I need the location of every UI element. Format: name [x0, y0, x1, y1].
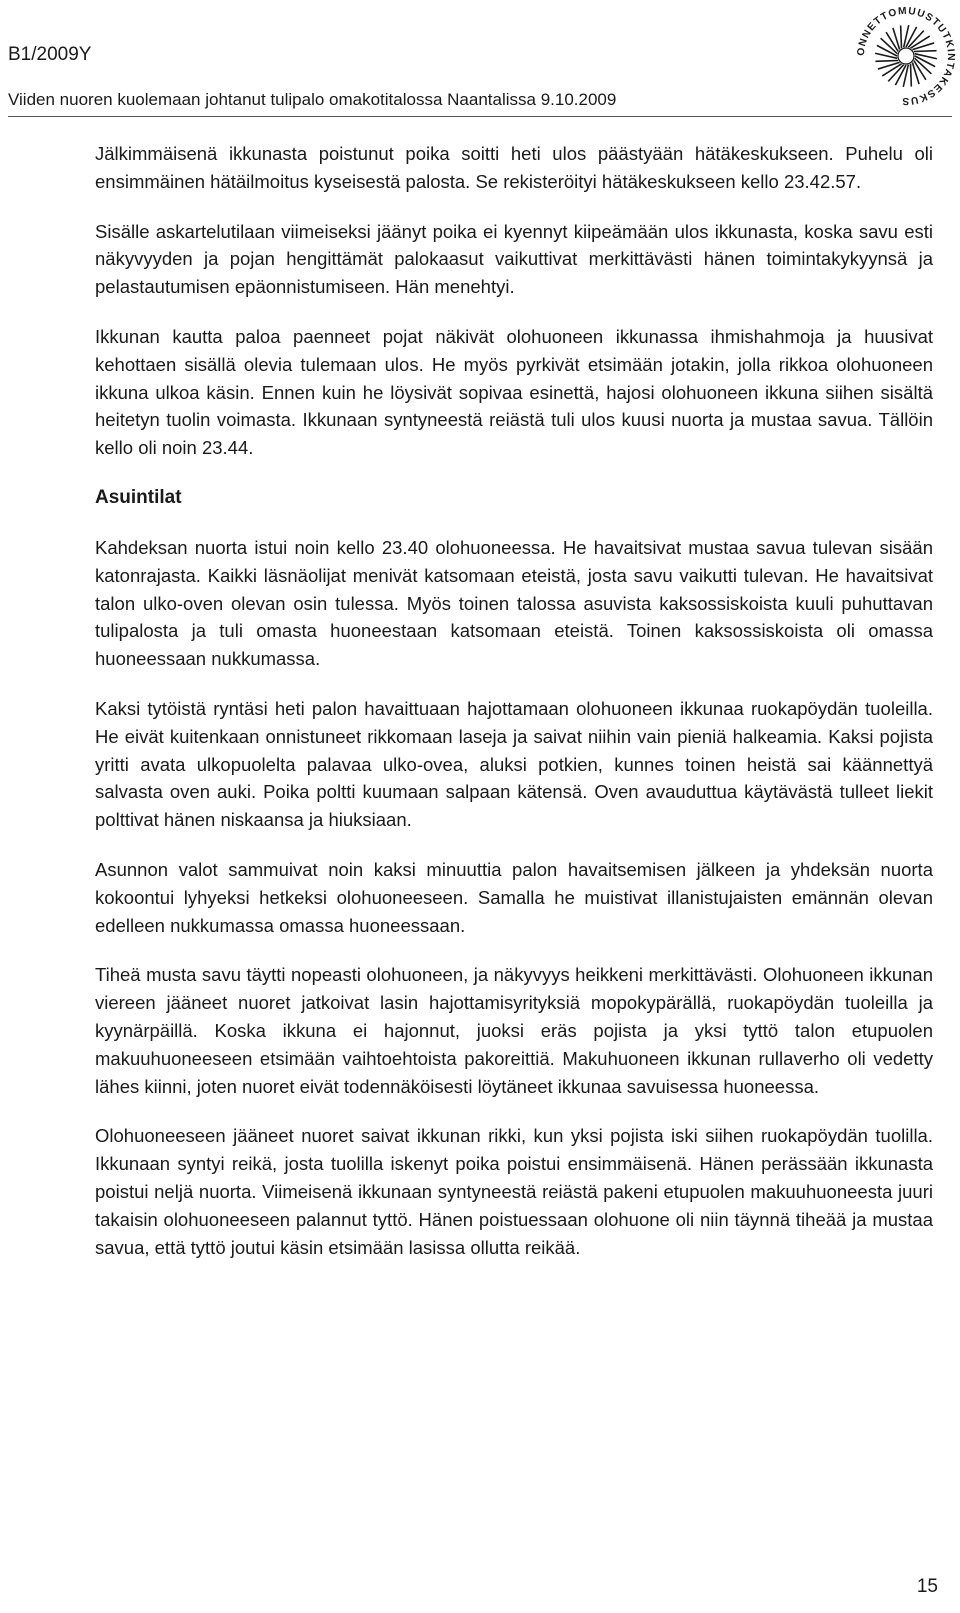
logo-text: ONNETTOMUUSTUTKINTAKESKUS	[855, 5, 957, 107]
paragraph: Kahdeksan nuorta istui noin kello 23.40 olohuoneessa. He havaitsivat mustaa savua tulevan sisään katonrajasta. Kaikki läsnäolijat menivät katsomaan eteistä, josta savu vaikutti tulevan. He havaitsivat talon ulko-oven olevan osin tulessa. Myös toinen talossa asuvista kaksossiskoista kuuli puhuttavan tulipalosta ja tuli omasta huoneestaan katsomaan eteistä. Toinen kaksossiskoista oli omassa huoneessaan nukkumassa.	[95, 536, 933, 670]
paragraph: Sisälle askartelutilaan viimeiseksi jäänyt poika ei kyennyt kiipeämään ulos ikkunasta, koska savu esti näkyvyyden ja pojan hengittämät palokaasut vaikuttivat merkittävästi hänen toimintakykyynsä ja pelastautumisen epäonnistumiseen. Hän menehtyi.	[95, 220, 933, 298]
paragraph: Tiheä musta savu täytti nopeasti olohuoneen, ja näkyvyys heikkeni merkittävästi. Olohuoneen ikkunan viereen jääneet nuoret jatkoivat lasin hajottamisyrityksiä mopokypärällä, ruokapöydän tuoleilla ja kyynärpäillä. Koska ikkuna ei hajonnut, juoksi eräs pojista ja yksi tyttö talon etupuolen makuuhuoneeseen etsimään vaihtoehtoista pakoreittiä. Makuhuoneen ikkunan rullaverho oli vedetty lähes kiinni, joten nuoret eivät todennäköisesti löytäneet ikkunaa savuisessa huoneessa.	[95, 964, 933, 1097]
paragraph: Jälkimmäisenä ikkunasta poistunut poika soitti heti ulos päästyään hätäkeskukseen. Puhelu oli ensimmäinen hätäilmoitus kyseisestä palosta. Se rekisteröityi hätäkeskukseen kello 23.42.57.	[95, 143, 933, 192]
header-title: Viiden nuoren kuolemaan johtanut tulipalo omakotitalossa Naantalissa 9.10.2009	[8, 90, 617, 109]
page-number: 15	[916, 1576, 938, 1597]
header-rule	[8, 116, 952, 117]
paragraph: Ikkunan kautta paloa paenneet pojat näkivät olohuoneen ikkunassa ihmishahmoja ja huusivat kehottaen sisällä olevia tulemaan ulos. He myös pyrkivät etsimään jotakin, jolla rikkoa olohuoneen ikkuna ulkoa käsin. Ennen kuin he löysivät sopivaa esinettä, hajosi olohuoneen ikkuna siihen sisältä heitetyn tuolin voimasta. Ikkunaan syntyneestä reiästä tuli ulos kuusi nuorta ja mustaa savua. Tällöin kello oli noin 23.44.	[95, 325, 933, 459]
paragraph: Asunnon valot sammuivat noin kaksi minuuttia palon havaitsemisen jälkeen ja yhdeksän nuorta kokoontui lyhyeksi hetkeksi olohuoneeseen. Samalla he muistivat illanistujaisten emännän olevan edelleen nukkumassa omassa huoneessaan.	[95, 858, 933, 936]
section-heading: Asuintilat	[95, 486, 182, 508]
paragraph: Kaksi tytöistä ryntäsi heti palon havaittuaan hajottamaan olohuoneen ikkunaa ruokapöydän tuoleilla. He eivät kuitenkaan onnistuneet rikkomaan laseja ja saivat niihin vain pieniä halkeamia. Kaksi pojista yritti avata ulkopuolelta palavaa ulko-ovea, aluksi potkien, kunnes toinen heistä sai käännettyä salvasta oven auki. Poika poltti kuumaan salpaan kätensä. Oven avauduttua käytävästä tulleet liekit polttivat hänen niskaansa ja hiuksiaan.	[95, 697, 933, 831]
paragraph: Olohuoneeseen jääneet nuoret saivat ikkunan rikki, kun yksi pojista iski siihen ruokapöydän tuolilla. Ikkunaan syntyi reikä, josta tuolilla iskenyt poika poistui ensimmäisenä. Hänen perässään ikkunasta poistui neljä nuorta. Viimeisenä ikkunaan syntyneestä reiästä pakeni etupuolen makuuhuoneesta juuri takaisin olohuoneeseen palannut tyttö. Hänen poistuessaan olohuone oli niin täynnä tiheää ja mustaa savua, että tyttö joutui käsin etsimään lasissa ollutta reikää.	[95, 1125, 933, 1258]
onnettomuustutkintakeskus-logo	[854, 4, 958, 108]
document-body	[95, 140, 933, 1283]
header-code: B1/2009Y	[8, 44, 92, 65]
